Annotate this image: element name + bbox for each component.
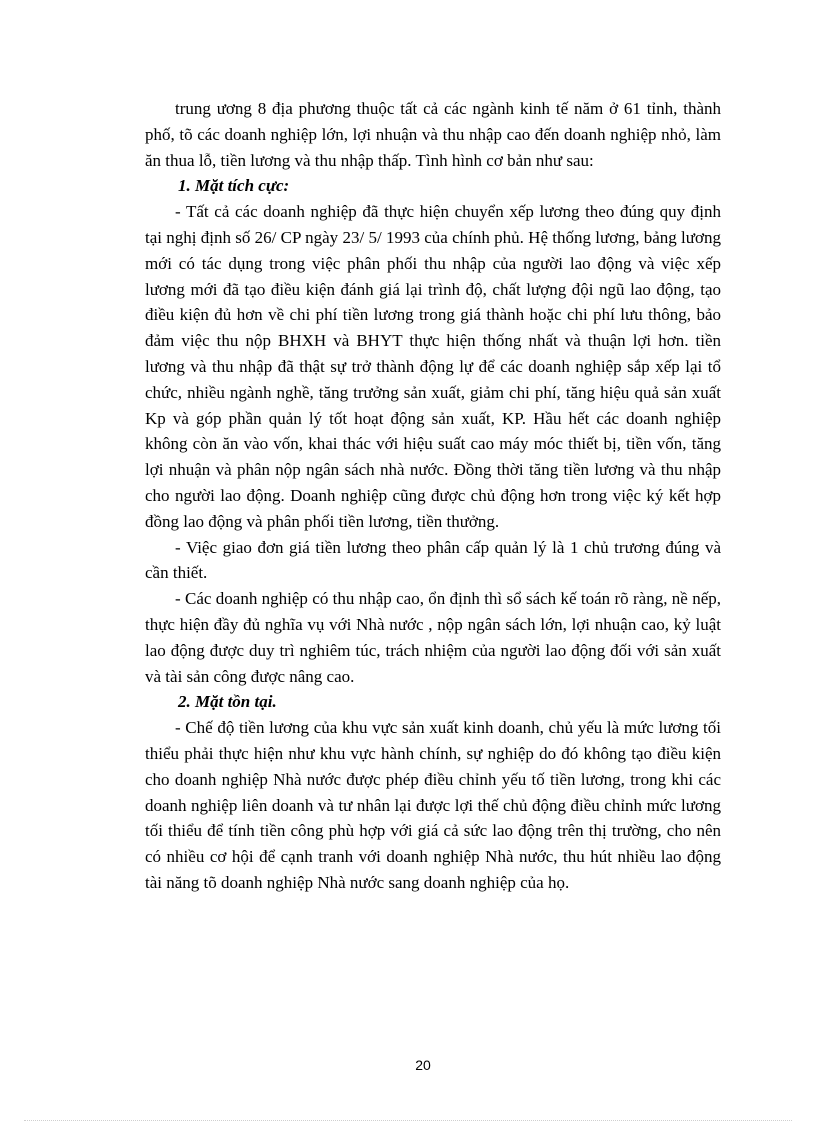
intro-paragraph: trung ương 8 địa phương thuộc tất cả các ngành kinh tế năm ở 61 tỉnh, thành phố, tõ các doanh nghiệp lớn, lợi nhuận và thu nhập cao đến doanh nghiệp nhỏ, làm ăn thua lỗ, tiền lương và thu nhập thấp. Tình hình cơ bản như sau: (145, 99, 721, 170)
paragraph-wage-rate-assignment: - Việc giao đơn giá tiền lương theo phân cấp quản lý là 1 chủ trương đúng và cần thiết. (145, 537, 721, 583)
section-heading-positive: 1. Mặt tích cực: (178, 176, 290, 196)
section-heading-limitations: 2. Mặt tồn tại. (178, 692, 277, 712)
page-number: 20 (415, 1057, 431, 1073)
page-body (145, 96, 721, 896)
paragraph-high-income-enterprises: - Các doanh nghiệp có thu nhập cao, ổn định thì sổ sách kế toán rõ ràng, nề nếp, thực hiện đầy đủ nghĩa vụ với Nhà nước , nộp ngân sách lớn, lợi nhuận cao, kỷ luật lao động được duy trì nghiêm túc, trách nhiệm của người lao động đối với sản xuất và tài sản công được nâng cao. (145, 589, 721, 686)
paragraph-salary-reform: - Tất cả các doanh nghiệp đã thực hiện chuyển xếp lương theo đúng quy định tại nghị định số 26/ CP ngày 23/ 5/ 1993 của chính phủ. Hệ thống lương, bảng lương mới có tác dụng trong việc phân phối thu nhập của người lao động và việc xếp lương mới đã tạo điều kiện đánh giá lại trình độ, chất lượng đội ngũ lao động, tạo điều kiện đủ hơn về chi phí tiền lương trong giá thành hoặc chi phí lưu thông, bảo đảm việc thu nộp BHXH và BHYT thực hiện thống nhất và thuận lợi hơn. tiền lương và thu nhập đã thật sự trở thành động lự để các doanh nghiệp sắp xếp lại tổ chức, nhiều ngành nghề, tăng trưởng sản xuất, giảm chi phí, tăng hiệu quả sản xuất Kp và góp phần quản lý tốt hoạt động sản xuất, KP. Hầu hết các doanh nghiệp không còn ăn vào vốn, khai thác với hiệu suất cao máy móc thiết bị, tiền vốn, tăng lợi nhuận và phân nộp ngân sách nhà nước. Đồng thời tăng tiền lương và thu nhập cho người lao động. Doanh nghiệp cũng được chủ động hơn trong việc ký kết hợp đồng lao động và phân phối tiền lương, tiền thưởng. (145, 202, 721, 531)
page-bottom-divider (24, 1120, 792, 1121)
paragraph-minimum-wage-issue: - Chế độ tiền lương của khu vực sản xuất kinh doanh, chủ yếu là mức lương tối thiểu phải thực hiện như khu vực hành chính, sự nghiệp do đó không tạo điều kiện cho doanh nghiệp Nhà nước được phép điều chỉnh yếu tố tiền lương, trong khi các doanh nghiệp liên doanh và tư nhân lại được lợi thế chủ động điều chỉnh mức lương tối thiểu để tính tiền công phù hợp với giá cả sức lao động trên thị trường, cho nên có nhiều cơ hội để cạnh tranh với doanh nghiệp Nhà nước, thu hút nhiều lao động tài năng tõ doanh nghiệp Nhà nước sang doanh nghiệp của họ. (145, 718, 721, 892)
